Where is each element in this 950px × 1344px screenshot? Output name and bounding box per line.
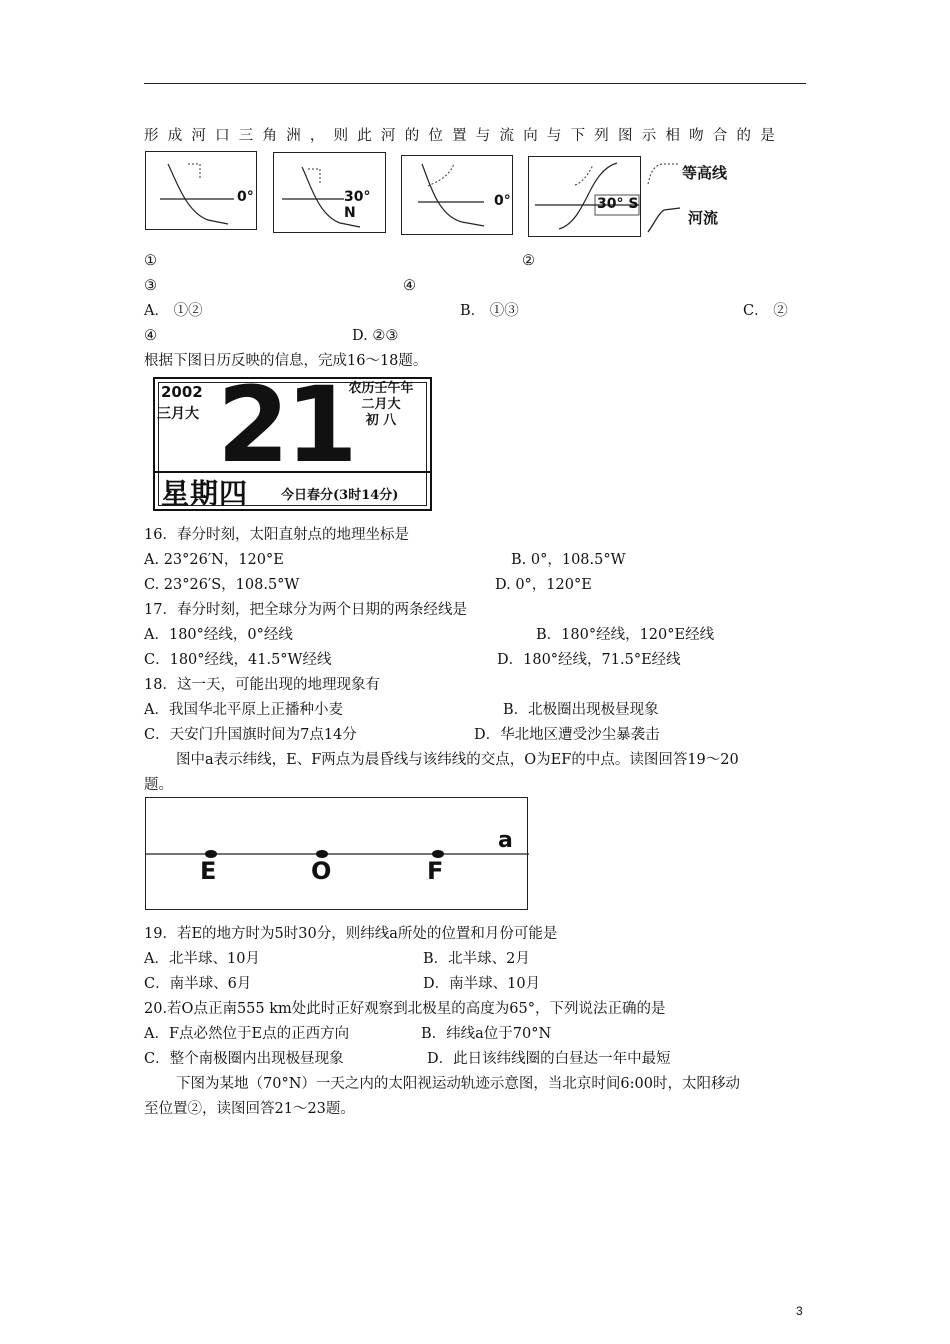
q20-option-c: C．整个南极圈内出现极昼现象 — [144, 1051, 344, 1067]
river-line-symbol — [648, 208, 680, 232]
final-intro-line-2: 至位置②，读图回答21～23题。 — [144, 1101, 355, 1117]
circle-label-3: ③ — [144, 278, 157, 294]
q15-option-c-continued: ④ — [144, 328, 157, 344]
q16-option-b: B. 0°，108.5°W — [511, 552, 626, 568]
diagram-4-latitude: 30° S — [597, 196, 639, 212]
q16-option-a: A. 23°26′N，120°E — [144, 552, 284, 568]
q16-stem: 16．春分时刻，太阳直射点的地理坐标是 — [144, 527, 409, 543]
q18-option-d: D．华北地区遭受沙尘暴袭击 — [474, 727, 660, 743]
q16-option-c: C. 23°26′S，108.5°W — [144, 577, 300, 593]
q20-stem: 20.若O点正南555 km处此时正好观察到北极星的高度为65°，下列说法正确的是 — [144, 1001, 666, 1017]
latitude-diagram-lines — [146, 798, 529, 911]
legend-river-label: 河流 — [688, 209, 719, 227]
q18-option-c: C．天安门升国旗时间为7点14分 — [144, 727, 357, 743]
q17-option-b: B．180°经线，120°E经线 — [536, 627, 715, 643]
q19-option-d: D．南半球、10月 — [423, 976, 541, 992]
page-number: 3 — [796, 1304, 803, 1318]
latitude-diagram — [145, 797, 528, 910]
calendar-note: 今日春分(3时14分) — [281, 488, 399, 503]
point-e-label: E — [200, 857, 217, 885]
q15-option-b: B． ①③ — [460, 303, 519, 319]
legend-contour-label: 等高线 — [682, 164, 728, 182]
legend-symbols — [644, 158, 684, 238]
diagram-3 — [401, 155, 513, 235]
lat-intro-line-1: 图中a表示纬线，E、F两点为晨昏线与该纬线的交点，O为EF的中点。读图回答19～20 — [176, 752, 739, 768]
q19-option-b: B．北半球、2月 — [423, 951, 530, 967]
question-15-stem: 形成河口三角洲，则此河的位置与流向与下列图示相吻合的是 — [144, 128, 784, 144]
lat-intro-line-2: 题。 — [144, 777, 173, 793]
q19-option-c: C．南半球、6月 — [144, 976, 252, 992]
point-o-label: O — [311, 857, 332, 885]
calendar-lunar-year: 农历壬午年 — [348, 381, 414, 396]
q18-option-a: A．我国华北平原上正播种小麦 — [144, 702, 343, 718]
q19-option-a: A．北半球、10月 — [144, 951, 260, 967]
point-f-label: F — [427, 857, 444, 885]
q19-stem: 19．若E的地方时为5时30分，则纬线a所处的位置和月份可能是 — [144, 926, 558, 942]
header-rule — [144, 83, 806, 84]
calendar-year: 2002 — [161, 383, 203, 401]
contour-line-symbol — [648, 164, 680, 184]
diagram-1-latitude: 0° — [237, 189, 254, 205]
calendar-intro: 根据下图日历反映的信息，完成16～18题。 — [144, 353, 428, 369]
calendar-lunar-day: 初 八 — [365, 413, 397, 428]
diagram-3-latitude: 0° — [494, 193, 511, 209]
q18-stem: 18．这一天，可能出现的地理现象有 — [144, 677, 380, 693]
calendar-lunar — [338, 381, 424, 429]
q15-option-c: C． ② — [743, 303, 788, 319]
q15-option-a: A． ①② — [144, 303, 203, 319]
q17-option-d: D．180°经线，71.5°E经线 — [497, 652, 681, 668]
circle-label-4: ④ — [403, 278, 416, 294]
latitude-label-a: a — [498, 828, 513, 853]
q17-option-c: C．180°经线，41.5°W经线 — [144, 652, 332, 668]
q18-option-b: B．北极圈出现极昼现象 — [503, 702, 659, 718]
q15-option-d: D. ②③ — [352, 328, 399, 344]
diagram-1 — [145, 151, 257, 230]
q16-option-d: D. 0°，120°E — [495, 577, 592, 593]
q17-option-a: A．180°经线，0°经线 — [144, 627, 293, 643]
calendar-day: 21 — [217, 364, 354, 486]
final-intro-line-1: 下图为某地（70°N）一天之内的太阳视运动轨迹示意图，当北京时间6:00时，太阳移动 — [176, 1076, 740, 1092]
q20-option-a: A．F点必然位于E点的正西方向 — [144, 1026, 350, 1042]
diagram-2-latitude: 30° N — [344, 189, 371, 221]
q17-stem: 17．春分时刻，把全球分为两个日期的两条经线是 — [144, 602, 467, 618]
calendar-month: 三月大 — [157, 406, 199, 422]
q20-option-d: D．此日该纬线圈的白昼达一年中最短 — [427, 1051, 671, 1067]
q20-option-b: B．纬线a位于70°N — [421, 1026, 552, 1042]
circle-label-2: ② — [522, 253, 535, 269]
calendar-lunar-month: 二月大 — [361, 397, 401, 412]
diagram-2 — [273, 152, 386, 233]
calendar-weekday: 星期四 — [161, 477, 249, 510]
calendar-figure — [153, 364, 432, 511]
diagram-4 — [528, 156, 641, 237]
circle-label-1: ① — [144, 253, 157, 269]
